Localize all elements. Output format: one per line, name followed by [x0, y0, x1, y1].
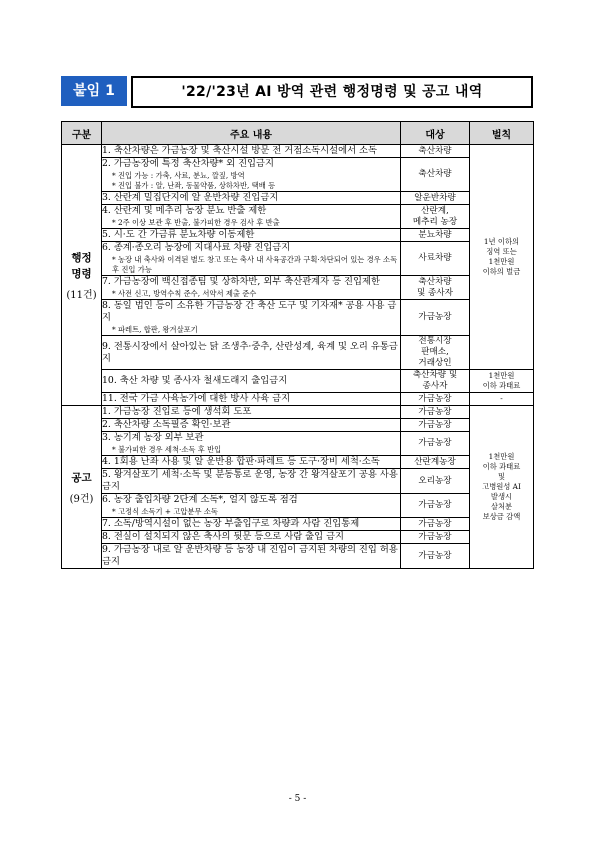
- penalty-line: 이하 과태료: [482, 462, 521, 471]
- item-target-line: 축산차량: [418, 276, 452, 287]
- penalty-line: 1천만원: [488, 452, 515, 461]
- table-row: [62, 456, 534, 469]
- item-text: 10. 축산 차량 및 종사자 철새도래지 출입금지: [102, 375, 288, 386]
- item-text: 9. 가금농장 내로 알 운반차량 등 농장 내 진입이 금지된 차량의 진입 허용 금지: [102, 544, 398, 567]
- item-content-cell: [102, 336, 401, 370]
- item-text: 8. 전실이 설치되지 않은 축사의 뒷문 등으로 사람 출입 금지: [102, 531, 345, 542]
- item-note: * 사전 신고, 방역수칙 준수, 서약서 제출 준수: [112, 289, 257, 298]
- item-content-cell: [102, 494, 401, 518]
- item-text: 1. 축산차량은 가금농장 및 축산시설 방문 전 거점소독시설에서 소독: [102, 145, 377, 156]
- table-header-row: [62, 122, 534, 145]
- table-row: [62, 494, 534, 518]
- penalty-line: -: [500, 394, 503, 403]
- item-target-line: 사료차량: [418, 253, 452, 263]
- item-target-cell: [401, 158, 470, 192]
- table-row: [62, 145, 534, 158]
- item-content-cell: [102, 456, 401, 469]
- notice-category-name: 공고: [71, 471, 92, 484]
- table-row: [62, 205, 534, 229]
- item-note: * 고정식 소독기 + 고압분무 소독: [112, 507, 218, 516]
- penalty-line: 이하의 벌금: [482, 267, 521, 276]
- item-content-cell: [102, 393, 401, 406]
- item-target-line: 축산차량: [418, 145, 452, 156]
- item-target-cell: [401, 145, 470, 158]
- table-row: [62, 276, 534, 300]
- penalty-line: 1천만원: [488, 371, 515, 380]
- table-row: [62, 393, 534, 406]
- document-title: '22/'23년 AI 방역 관련 행정명령 및 공고 내역: [131, 76, 533, 108]
- item-content-cell: [102, 158, 401, 192]
- item-content-cell: [102, 242, 401, 276]
- item-note: * 파레트, 합판, 왕겨살포기: [112, 325, 198, 334]
- table-row: [62, 242, 534, 276]
- penalty-line: 발생시: [490, 492, 513, 501]
- item-target-line: 산란계,: [421, 205, 449, 216]
- item-text: 11. 전국 가금 사육농가에 대한 방사 사육 금지: [102, 393, 291, 404]
- item-content-cell: [102, 205, 401, 229]
- item-text: 2. 축산차량 소독필증 확인·보관: [102, 419, 231, 430]
- notice-category-cell: [62, 406, 102, 569]
- table-row: [62, 518, 534, 531]
- notice-section: [62, 406, 534, 569]
- item-target-cell: [401, 406, 470, 419]
- item-target-cell: [401, 419, 470, 432]
- item-target-cell: [401, 229, 470, 242]
- penalty-line: 고병원성 AI: [482, 482, 521, 491]
- table-row: [62, 192, 534, 205]
- item-target-line: 가금농장: [418, 393, 452, 404]
- item-target-line: 가금농장: [418, 438, 452, 448]
- item-target-cell: [401, 276, 470, 300]
- item-note: * 2주 이상 보관 후 반출, 불가피한 경우 검사 후 반출: [112, 218, 280, 227]
- table-row: [62, 406, 534, 419]
- item-content-cell: [102, 406, 401, 419]
- table-row: [62, 370, 534, 393]
- item-target-cell: [401, 242, 470, 276]
- item-target-line: 가금농장: [418, 518, 452, 529]
- admin-category-cell: [62, 145, 102, 406]
- item-content-cell: [102, 300, 401, 336]
- item-note: * 진입 가능 : 가축, 사료, 분뇨, 깔짚, 방역 * 진입 불가 : 알, 난좌, 동물약품, 상하차반, 택배 등: [112, 171, 276, 190]
- measures-table: [61, 121, 534, 569]
- item-text: 5. 시·도 간 가금류 분뇨차량 이동제한: [102, 229, 255, 240]
- item-content-cell: [102, 192, 401, 205]
- table-row: [62, 469, 534, 494]
- item-content-cell: [102, 518, 401, 531]
- item-text: 4. 1회용 난좌 사용 및 알 운반용 합판·파레트 등 도구·장비 세척·소독: [102, 456, 380, 467]
- col-header-content: 주요 내용: [102, 122, 401, 145]
- item-target-cell: [401, 469, 470, 494]
- col-header-penalty: 벌칙: [470, 122, 534, 145]
- item-content-cell: [102, 432, 401, 456]
- table-row: [62, 432, 534, 456]
- penalty-line: 징역 또는: [486, 247, 517, 256]
- item-target-cell: [401, 518, 470, 531]
- item-text: 6. 종계·종오리 농장에 지대사료 차량 진입금지: [102, 242, 291, 253]
- item-target-cell: [401, 456, 470, 469]
- item-content-cell: [102, 276, 401, 300]
- table-row: [62, 229, 534, 242]
- item-content-cell: [102, 145, 401, 158]
- penalty-line: 및: [497, 472, 506, 481]
- item-text: 5. 왕겨살포기 세척·소독 및 분동통로 운영, 농장 간 왕겨살포기 공용 사용 금지: [102, 469, 398, 492]
- admin-category-count: (11건): [66, 289, 97, 301]
- table-row: [62, 544, 534, 569]
- item-content-cell: [102, 544, 401, 569]
- item-target-line: 가금농장: [418, 312, 452, 322]
- table-row: [62, 531, 534, 544]
- item-text: 7. 가금농장에 백신접종팀 및 상하차반, 외부 축산관계자 등 진입제한: [102, 276, 380, 287]
- item-target-cell: [401, 336, 470, 370]
- item-target-cell: [401, 393, 470, 406]
- table-row: [62, 336, 534, 370]
- item-content-cell: [102, 229, 401, 242]
- item-target-line: 및 종사자: [417, 287, 453, 298]
- item-target-line: 메추리 농장: [412, 216, 458, 227]
- item-target-line: 오리농장: [418, 475, 452, 486]
- page-number: - 5 -: [288, 794, 307, 804]
- col-header-target: 대상: [401, 122, 470, 145]
- notice-penalty-cell: [470, 406, 534, 569]
- item-target-line: 가금농장: [418, 500, 452, 510]
- item-target-cell: [401, 300, 470, 336]
- item-text: 7. 소독/방역시설이 없는 농장 부출입구로 차량과 사람 진입통제: [102, 518, 360, 529]
- penalty-line: 보상금 감액: [482, 512, 521, 521]
- item-target-cell: [401, 370, 470, 393]
- item-target-line: 분뇨차량: [418, 229, 452, 240]
- item-target-cell: [401, 432, 470, 456]
- item-target-line: 가금농장: [418, 406, 452, 417]
- penalty-line: 살처분: [490, 502, 513, 511]
- item-content-cell: [102, 419, 401, 432]
- row-penalty-cell: [470, 370, 534, 393]
- item-target-line: 거래상인: [418, 358, 452, 368]
- admin-category-name: 행정: [71, 251, 92, 264]
- item-content-cell: [102, 370, 401, 393]
- item-target-line: 축산차량: [418, 169, 452, 179]
- penalty-line: 1천만원: [488, 257, 515, 266]
- attachment-tag: 붙임 1: [61, 76, 127, 106]
- document-header: [61, 76, 533, 106]
- item-text: 3. 농기계 농장 외부 보관: [102, 432, 204, 443]
- row-penalty-cell: [470, 393, 534, 406]
- item-target-line: 축산차량 및: [412, 370, 458, 380]
- col-header-category: 구분: [62, 122, 102, 145]
- table-row: [62, 158, 534, 192]
- item-target-line: 산란계농장: [414, 456, 456, 467]
- item-target-cell: [401, 494, 470, 518]
- admin-category-name: 명령: [71, 267, 92, 280]
- item-target-cell: [401, 531, 470, 544]
- admin-order-section: [62, 145, 534, 406]
- penalty-line: 이하 과태료: [482, 381, 521, 390]
- item-target-line: 종사자: [422, 381, 448, 391]
- item-text: 2. 가금농장에 특정 축산차량* 외 진입금지: [102, 158, 274, 169]
- item-content-cell: [102, 469, 401, 494]
- item-text: 8. 동일 법인 등이 소유한 가금농장 간 축산 도구 및 기자재* 공용 사용 금지: [102, 300, 397, 323]
- item-target-line: 판매소,: [421, 347, 449, 357]
- item-target-line: 알운반차량: [414, 192, 456, 203]
- item-text: 1. 가금농장 진입로 등에 생석회 도포: [102, 406, 252, 417]
- item-note: * 농장 내 축사와 이격된 별도 창고 또는 축사 내 사육공간과 구획·차단되어 있는 경우 소독 후 진입 가능: [112, 255, 398, 274]
- item-text: 4. 산란계 및 메추리 농장 분뇨 반출 제한: [102, 205, 267, 216]
- item-text: 3. 산란계 밀집단지에 알 운반차량 진입금지: [102, 192, 279, 203]
- admin-penalty-cell: [470, 145, 534, 370]
- item-target-line: 가금농장: [418, 550, 452, 561]
- item-note: * 불가피한 경우 세척·소독 후 반입: [112, 445, 222, 454]
- item-content-cell: [102, 531, 401, 544]
- item-target-line: 가금농장: [418, 531, 452, 542]
- item-target-line: 가금농장: [418, 419, 452, 430]
- item-text: 9. 전통시장에서 살아있는 닭 조생추·중추, 산란성계, 육계 및 오리 유통금지: [102, 340, 398, 364]
- table-row: [62, 300, 534, 336]
- table-row: [62, 419, 534, 432]
- item-target-line: 전통시장: [418, 336, 452, 346]
- item-target-cell: [401, 205, 470, 229]
- item-text: 6. 농장 출입차량 2단계 소독*, 얼지 않도록 점검: [102, 494, 298, 505]
- item-target-cell: [401, 192, 470, 205]
- notice-category-count: (9건): [69, 493, 94, 505]
- penalty-line: 1년 이하의: [483, 237, 520, 246]
- item-target-cell: [401, 544, 470, 569]
